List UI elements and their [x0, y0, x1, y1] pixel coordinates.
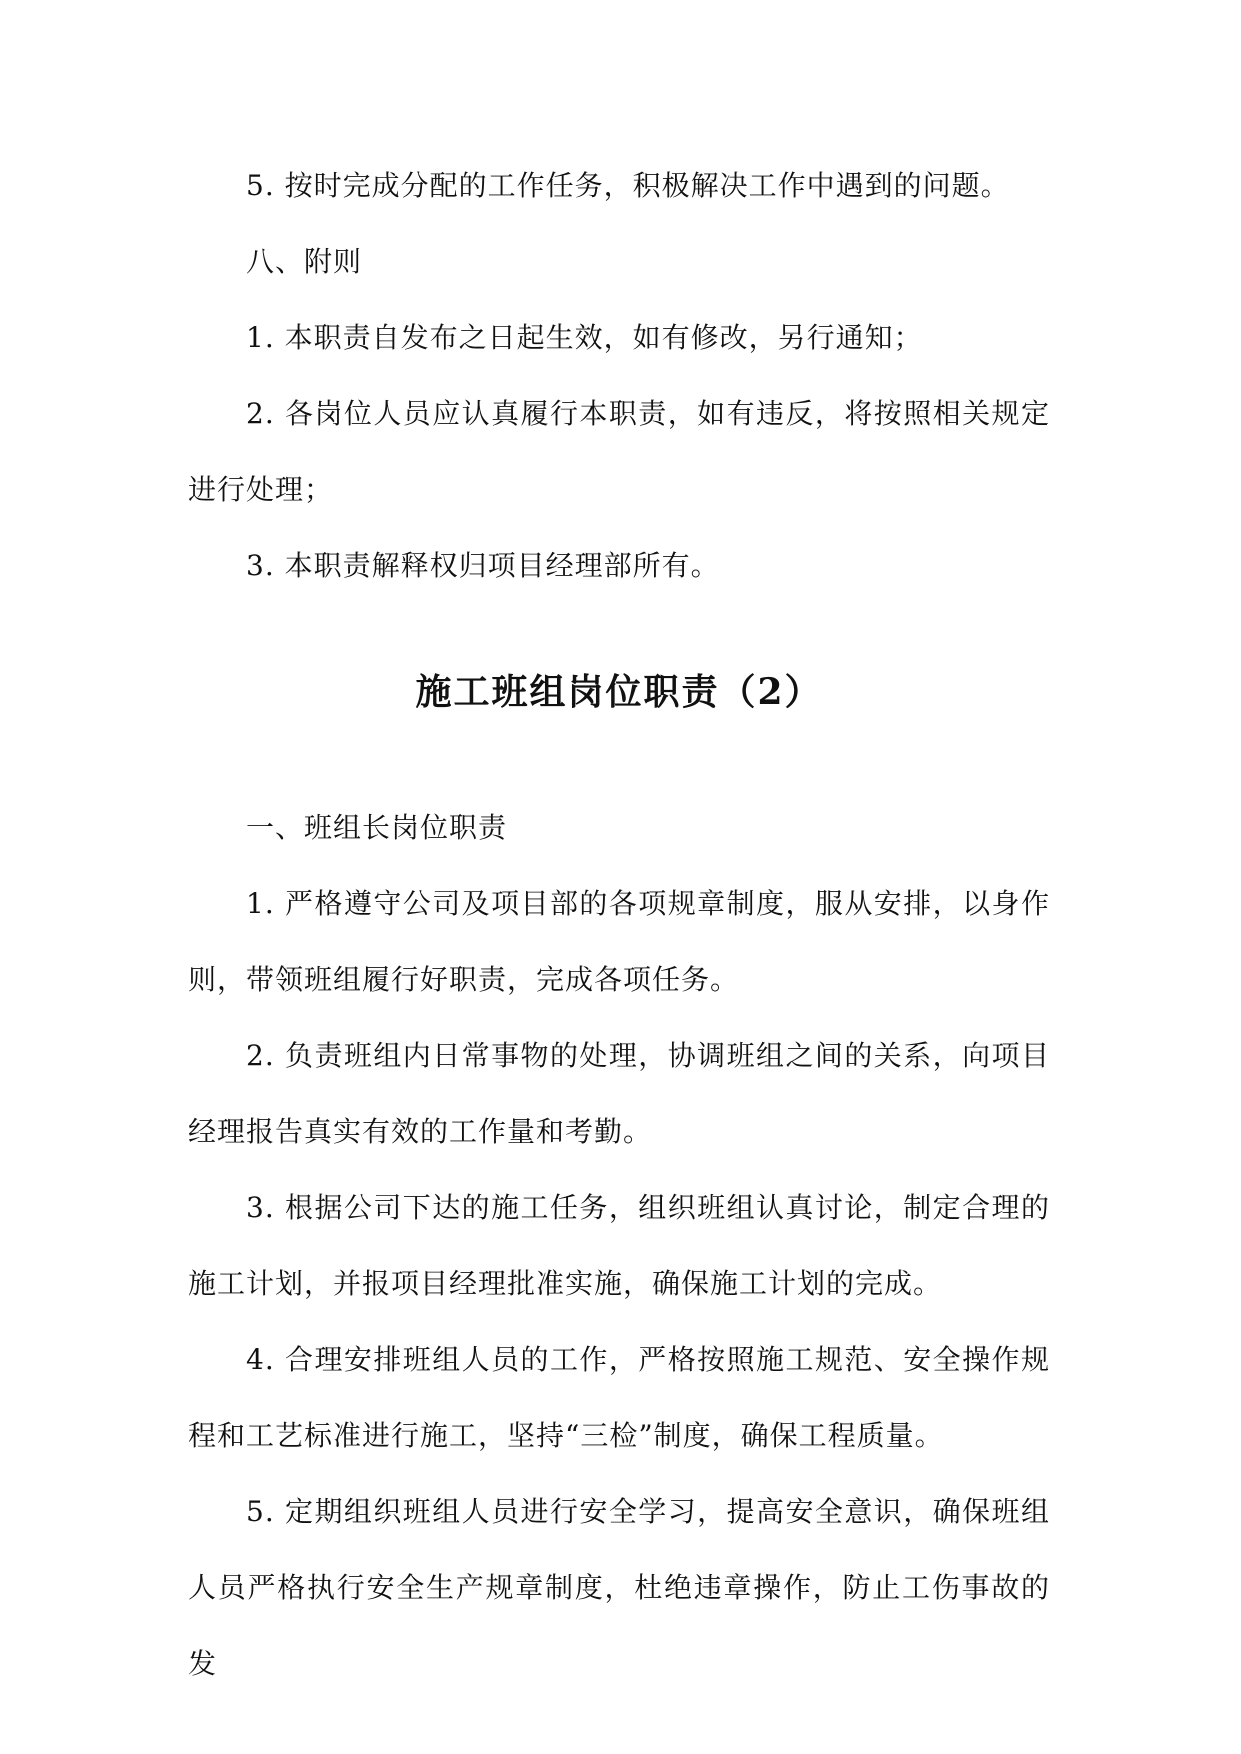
paragraph-appendix-3: 3. 本职责解释权归项目经理部所有。 [246, 549, 720, 582]
paragraph-duty-5: 5. 定期组织班组人员进行安全学习，提高安全意识，确保班组人员严格执行安全生产规章制度，杜绝违章操作，防止工伤事故的发 [188, 1495, 1050, 1680]
document-body [188, 148, 1050, 1702]
paragraph-item-5-prev: 5. 按时完成分配的工作任务，积极解决工作中遇到的问题。 [246, 169, 1010, 202]
paragraph-duty-4: 4. 合理安排班组人员的工作，严格按照施工规范、安全操作规程和工艺标准进行施工，坚持“三检”制度，确保工程质量。 [188, 1343, 1050, 1452]
paragraph-duty-2: 2. 负责班组内日常事物的处理，协调班组之间的关系，向项目经理报告真实有效的工作量和考勤。 [188, 1039, 1050, 1148]
section-heading-team-leader: 一、班组长岗位职责 [246, 811, 508, 844]
paragraph-appendix-1: 1. 本职责自发布之日起生效，如有修改，另行通知； [246, 321, 923, 354]
paragraph-duty-3: 3. 根据公司下达的施工任务，组织班组认真讨论，制定合理的施工计划，并报项目经理批准实施，确保施工计划的完成。 [188, 1191, 1050, 1300]
section-heading-appendix: 八、附则 [246, 245, 363, 278]
paragraph-duty-1: 1. 严格遵守公司及项目部的各项规章制度，服从安排，以身作则，带领班组履行好职责，完成各项任务。 [188, 887, 1050, 996]
paragraph-appendix-2: 2. 各岗位人员应认真履行本职责，如有违反，将按照相关规定进行处理； [188, 397, 1050, 506]
document-title: 施工班组岗位职责（2） [415, 671, 823, 713]
